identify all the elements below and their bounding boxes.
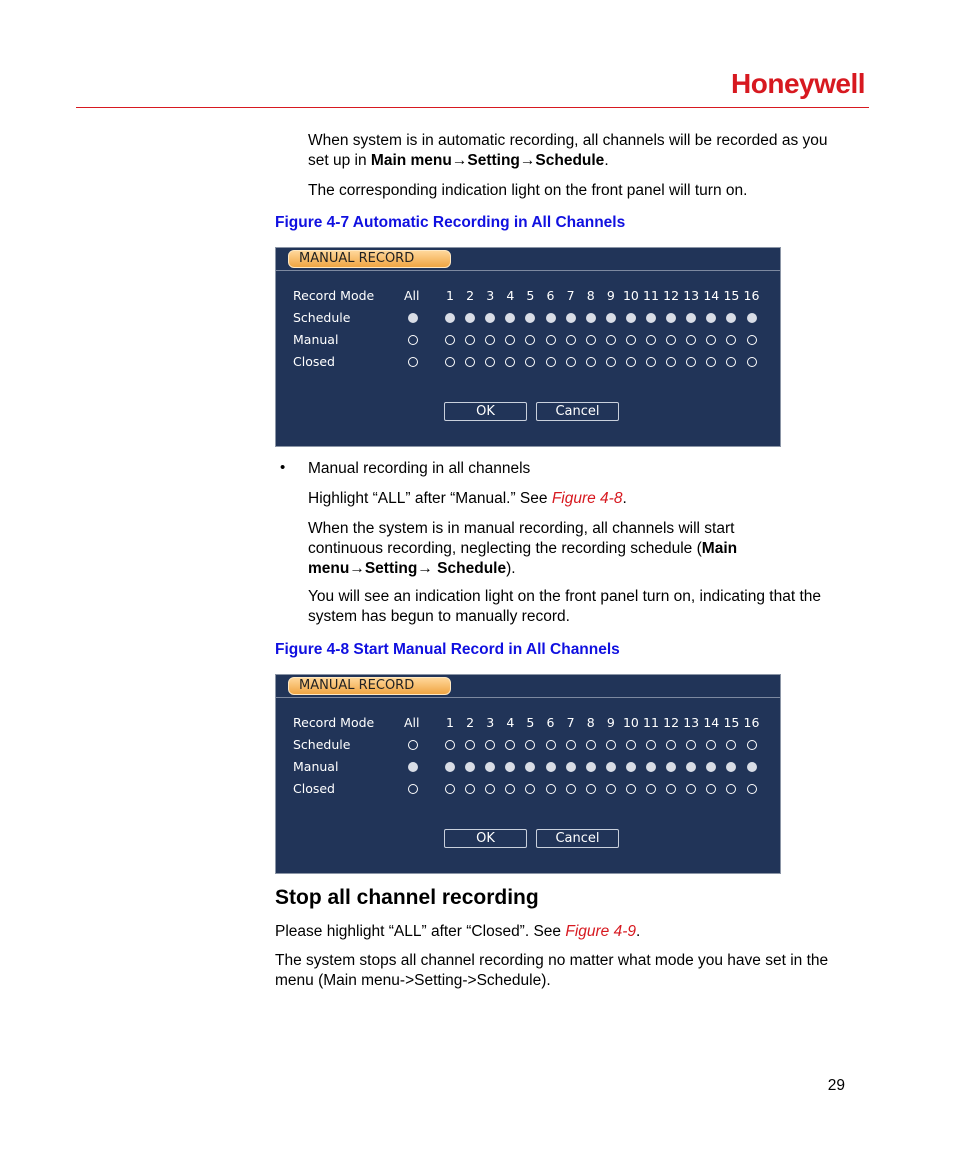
channel-1-label: 1 <box>446 715 454 730</box>
closed-channel-12-radio[interactable] <box>666 357 676 367</box>
stop-paragraph-1: Please highlight “ALL” after “Closed”. See Figure 4-9. <box>275 923 641 940</box>
schedule-channel-11-radio[interactable] <box>646 740 656 750</box>
closed-channel-13-radio[interactable] <box>686 784 696 794</box>
schedule-channel-14-radio[interactable] <box>706 740 716 750</box>
channel-16-label: 16 <box>743 288 760 303</box>
manual-channel-8-radio[interactable] <box>586 335 596 345</box>
schedule-channel-3-radio[interactable] <box>485 740 495 750</box>
closed-channel-4-radio[interactable] <box>505 357 515 367</box>
schedule-channel-15-radio[interactable] <box>726 740 736 750</box>
closed-channel-2-radio[interactable] <box>465 784 475 794</box>
manual-channel-5-radio[interactable] <box>525 335 535 345</box>
manual-channel-15-radio[interactable] <box>726 335 736 345</box>
closed-channel-7-radio[interactable] <box>566 784 576 794</box>
channel-9-label: 9 <box>606 288 615 303</box>
panel-title: MANUAL RECORD <box>288 250 451 268</box>
manual-paragraph-1: Highlight “ALL” after “Manual.” See Figure 4-8. <box>308 490 627 507</box>
channel-2-label: 2 <box>466 288 475 303</box>
channel-6-label: 6 <box>546 715 555 730</box>
closed-channel-10-radio[interactable] <box>626 784 636 794</box>
all-label: All <box>404 715 420 730</box>
manual-channel-3-radio[interactable] <box>485 335 495 345</box>
manual-all-radio[interactable] <box>408 762 418 772</box>
manual-channel-8-radio[interactable] <box>586 762 596 772</box>
schedule-label: Schedule <box>293 737 351 752</box>
record-mode-label: Record Mode <box>293 715 375 730</box>
channel-12-label: 12 <box>663 715 680 730</box>
closed-all-radio[interactable] <box>408 357 418 367</box>
closed-channel-16-radio[interactable] <box>747 357 757 367</box>
closed-channel-9-radio[interactable] <box>606 784 616 794</box>
manual-channel-14-radio[interactable] <box>706 762 716 772</box>
closed-channel-5-radio[interactable] <box>525 357 535 367</box>
channel-16-label: 16 <box>743 715 760 730</box>
schedule-channel-7-radio[interactable] <box>566 740 576 750</box>
manual-channel-10-radio[interactable] <box>626 762 636 772</box>
schedule-channel-10-radio[interactable] <box>626 740 636 750</box>
header-rule <box>76 107 869 108</box>
schedule-all-radio[interactable] <box>408 313 418 323</box>
schedule-channel-9-radio[interactable] <box>606 313 616 323</box>
channel-13-label: 13 <box>683 715 700 730</box>
honeywell-logo: Honeywell <box>731 68 865 99</box>
manual-record-panel-fig47 <box>275 247 781 447</box>
closed-channel-9-radio[interactable] <box>606 357 616 367</box>
cancel-button[interactable]: Cancel <box>536 402 619 421</box>
manual-heading: Manual recording in all channels <box>308 460 531 477</box>
channel-15-label: 15 <box>723 288 740 303</box>
channel-12-label: 12 <box>663 288 680 303</box>
panel-divider <box>276 270 780 271</box>
channel-9-label: 9 <box>606 715 615 730</box>
manual-label: Manual <box>293 332 339 347</box>
schedule-channel-15-radio[interactable] <box>726 313 736 323</box>
schedule-channel-10-radio[interactable] <box>626 313 636 323</box>
channel-14-label: 14 <box>703 288 720 303</box>
manual-channel-2-radio[interactable] <box>465 335 475 345</box>
closed-channel-6-radio[interactable] <box>546 357 556 367</box>
schedule-channel-1-radio[interactable] <box>445 740 455 750</box>
schedule-channel-11-radio[interactable] <box>646 313 656 323</box>
closed-channel-15-radio[interactable] <box>726 784 736 794</box>
closed-channel-1-radio[interactable] <box>445 784 455 794</box>
page-number: 29 <box>827 1077 845 1094</box>
closed-channel-10-radio[interactable] <box>626 357 636 367</box>
manual-channel-2-radio[interactable] <box>465 762 475 772</box>
closed-channel-4-radio[interactable] <box>505 784 515 794</box>
closed-label: Closed <box>293 354 335 369</box>
closed-channel-1-radio[interactable] <box>445 357 455 367</box>
closed-channel-13-radio[interactable] <box>686 357 696 367</box>
schedule-channel-9-radio[interactable] <box>606 740 616 750</box>
schedule-channel-2-radio[interactable] <box>465 313 475 323</box>
figure-4-7-caption: Figure 4-7 Automatic Recording in All Channels <box>275 214 626 231</box>
closed-channel-15-radio[interactable] <box>726 357 736 367</box>
ok-button[interactable]: OK <box>444 402 527 421</box>
channel-4-label: 4 <box>506 715 515 730</box>
manual-channel-9-radio[interactable] <box>606 335 616 345</box>
closed-channel-6-radio[interactable] <box>546 784 556 794</box>
schedule-channel-12-radio[interactable] <box>666 740 676 750</box>
manual-channel-5-radio[interactable] <box>525 762 535 772</box>
manual-channel-9-radio[interactable] <box>606 762 616 772</box>
schedule-channel-8-radio[interactable] <box>586 313 596 323</box>
cancel-button[interactable]: Cancel <box>536 829 619 848</box>
manual-channel-7-radio[interactable] <box>566 335 576 345</box>
manual-channel-11-radio[interactable] <box>646 335 656 345</box>
closed-channel-3-radio[interactable] <box>485 784 495 794</box>
schedule-channel-3-radio[interactable] <box>485 313 495 323</box>
channel-10-label: 10 <box>622 715 639 730</box>
closed-channel-14-radio[interactable] <box>706 784 716 794</box>
closed-channel-11-radio[interactable] <box>646 357 656 367</box>
manual-label: Manual <box>293 759 339 774</box>
manual-channel-6-radio[interactable] <box>546 335 556 345</box>
closed-channel-8-radio[interactable] <box>586 357 596 367</box>
manual-channel-12-radio[interactable] <box>666 762 676 772</box>
channel-4-label: 4 <box>506 288 515 303</box>
schedule-channel-5-radio[interactable] <box>525 740 535 750</box>
channel-10-label: 10 <box>622 288 639 303</box>
schedule-channel-4-radio[interactable] <box>505 740 515 750</box>
record-mode-label: Record Mode <box>293 288 375 303</box>
manual-channel-1-radio[interactable] <box>445 762 455 772</box>
schedule-all-radio[interactable] <box>408 740 418 750</box>
closed-channel-5-radio[interactable] <box>525 784 535 794</box>
channel-3-label: 3 <box>486 715 495 730</box>
channel-8-label: 8 <box>586 288 595 303</box>
closed-channel-11-radio[interactable] <box>646 784 656 794</box>
manual-channel-4-radio[interactable] <box>505 335 515 345</box>
channel-3-label: 3 <box>486 288 495 303</box>
manual-channel-14-radio[interactable] <box>706 335 716 345</box>
channel-14-label: 14 <box>703 715 720 730</box>
schedule-channel-16-radio[interactable] <box>747 740 757 750</box>
channel-5-label: 5 <box>526 288 535 303</box>
schedule-channel-12-radio[interactable] <box>666 313 676 323</box>
manual-channel-15-radio[interactable] <box>726 762 736 772</box>
schedule-channel-1-radio[interactable] <box>445 313 455 323</box>
closed-channel-8-radio[interactable] <box>586 784 596 794</box>
closed-channel-3-radio[interactable] <box>485 357 495 367</box>
schedule-channel-4-radio[interactable] <box>505 313 515 323</box>
closed-channel-12-radio[interactable] <box>666 784 676 794</box>
channel-5-label: 5 <box>526 715 535 730</box>
channel-6-label: 6 <box>546 288 555 303</box>
channel-7-label: 7 <box>566 288 575 303</box>
manual-channel-16-radio[interactable] <box>747 762 757 772</box>
channel-7-label: 7 <box>566 715 575 730</box>
ok-button[interactable]: OK <box>444 829 527 848</box>
channel-11-label: 11 <box>643 715 659 730</box>
manual-channel-13-radio[interactable] <box>686 335 696 345</box>
schedule-channel-13-radio[interactable] <box>686 313 696 323</box>
manual-channel-3-radio[interactable] <box>485 762 495 772</box>
closed-channel-16-radio[interactable] <box>747 784 757 794</box>
channel-15-label: 15 <box>723 715 740 730</box>
figure-4-8-caption: Figure 4-8 Start Manual Record in All Channels <box>275 641 620 658</box>
panel-title: MANUAL RECORD <box>288 677 451 695</box>
closed-channel-7-radio[interactable] <box>566 357 576 367</box>
bullet: • <box>280 459 286 476</box>
manual-channel-1-radio[interactable] <box>445 335 455 345</box>
manual-paragraph-3: You will see an indication light on the front panel turn on, indicating that the system has begun to manually record. <box>308 588 821 625</box>
channel-2-label: 2 <box>466 715 475 730</box>
schedule-channel-5-radio[interactable] <box>525 313 535 323</box>
manual-channel-4-radio[interactable] <box>505 762 515 772</box>
closed-channel-2-radio[interactable] <box>465 357 475 367</box>
manual-channel-13-radio[interactable] <box>686 762 696 772</box>
schedule-channel-8-radio[interactable] <box>586 740 596 750</box>
manual-channel-12-radio[interactable] <box>666 335 676 345</box>
closed-all-radio[interactable] <box>408 784 418 794</box>
intro-paragraph: When system is in automatic recording, all channels will be recorded as you set up in Main menu→Setting→Schedule. <box>308 132 828 169</box>
panel-divider <box>276 697 780 698</box>
indication-paragraph: The corresponding indication light on the front panel will turn on. <box>308 182 748 199</box>
manual-record-panel-fig48 <box>275 674 781 874</box>
schedule-channel-7-radio[interactable] <box>566 313 576 323</box>
manual-all-radio[interactable] <box>408 335 418 345</box>
channel-1-label: 1 <box>446 288 454 303</box>
manual-channel-10-radio[interactable] <box>626 335 636 345</box>
schedule-channel-16-radio[interactable] <box>747 313 757 323</box>
channel-8-label: 8 <box>586 715 595 730</box>
stop-heading: Stop all channel recording <box>275 886 539 909</box>
channel-13-label: 13 <box>683 288 700 303</box>
manual-channel-16-radio[interactable] <box>747 335 757 345</box>
schedule-channel-6-radio[interactable] <box>546 313 556 323</box>
manual-channel-7-radio[interactable] <box>566 762 576 772</box>
stop-paragraph-2: The system stops all channel recording no matter what mode you have set in the menu (Main menu->Setting->Schedule). <box>275 952 829 989</box>
closed-label: Closed <box>293 781 335 796</box>
manual-channel-6-radio[interactable] <box>546 762 556 772</box>
schedule-channel-2-radio[interactable] <box>465 740 475 750</box>
manual-paragraph-2: When the system is in manual recording, all channels will start continuous recording, neglecting the recording schedule (Main menu→Setting→ Schedule). <box>308 520 738 577</box>
schedule-channel-13-radio[interactable] <box>686 740 696 750</box>
schedule-channel-6-radio[interactable] <box>546 740 556 750</box>
schedule-label: Schedule <box>293 310 351 325</box>
schedule-channel-14-radio[interactable] <box>706 313 716 323</box>
channel-11-label: 11 <box>643 288 659 303</box>
all-label: All <box>404 288 420 303</box>
closed-channel-14-radio[interactable] <box>706 357 716 367</box>
manual-channel-11-radio[interactable] <box>646 762 656 772</box>
